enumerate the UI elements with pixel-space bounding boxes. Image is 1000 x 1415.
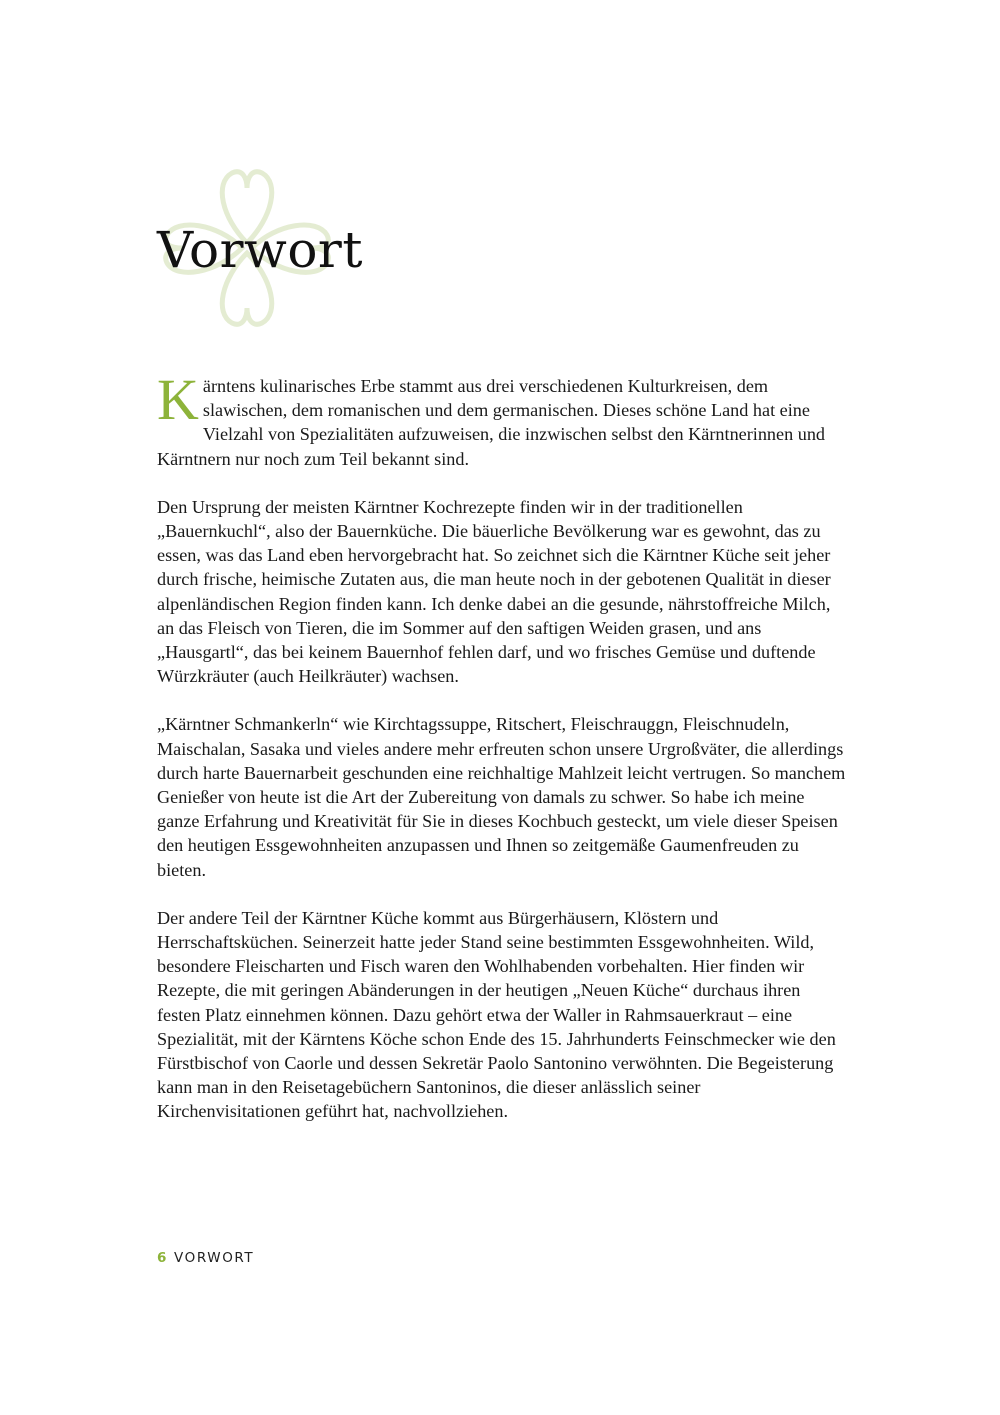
drop-cap: K <box>157 367 199 432</box>
paragraph-1 <box>157 367 847 471</box>
page-footer <box>157 1250 254 1266</box>
page-number: 6 <box>157 1250 168 1266</box>
paragraph-4: Der andere Teil der Kärntner Küche kommt aus Bürgerhäusern, Klöstern und Herrschaftsküchen. Seinerzeit hatte jeder Stand seine bestimmten Essgewohnheiten. Wild, besondere Fleischarten und Fisch waren den Wohlhabenden vorbehalten. Hier finden wir Rezepte, die mit geringen Abänderungen in der heutigen „Neuen Küche“ durchaus ihren festen Platz einnehmen können. Dazu gehört etwa der Waller in Rahmsauerkraut – eine Spezialität, mit der Kärntens Köche schon Ende des 15. Jahrhunderts Feinschmecker wie den Fürstbischof von Caorle und dessen Sekretär Paolo Santonino verwöhnten. Die Begeisterung kann man in den Reisetagebüchern Santoninos, die dieser anlässlich seiner Kirchenvisitationen geführt hat, nachvollziehen. <box>157 907 836 1122</box>
section-label: VORWORT <box>174 1250 255 1266</box>
paragraph-1-text: ärntens kulinarisches Erbe stammt aus drei verschiedenen Kulturkreisen, dem slawischen, dem romanischen und dem germanischen. Dieses schöne Land hat eine Vielzahl von Spezialitäten aufzuweisen, die inzwischen selbst den Kärntnerinnen und Kärntnern nur noch zum Teil bekannt sind. <box>157 376 826 469</box>
paragraph-3: „Kärntner Schmankerln“ wie Kirchtagssuppe, Ritschert, Fleischrauggn, Fleischnudeln, Maischalan, Sasaka und vieles andere mehr erfreuten schon unsere Urgroßväter, die allerdings durch harte Bauernarbeit geschunden eine reichhaltige Mahlzeit leicht vertrugen. So manchem Genießer von heute ist die Art der Zubereitung von damals zu schwer. So habe ich meine ganze Erfahrung und Kreativität für Sie in dieses Kochbuch gesteckt, um viele dieser Speisen den heutigen Essgewohnheiten anzupassen und Ihnen so zeitgemäße Gaumenfreuden zu bieten. <box>157 714 846 880</box>
foreword-text <box>157 367 847 1148</box>
page-title: Vorwort <box>157 221 363 279</box>
paragraph-2: Den Ursprung der meisten Kärntner Kochrezepte finden wir in der traditionellen „Bauernkuchl“, also der Bauernküche. Die bäuerliche Bevölkerung war es gewohnt, das zu essen, was das Land eben hervorgebracht hat. So zeichnet sich die Kärntner Küche seit jeher durch frische, heimische Zutaten aus, die man heute noch in der gebotenen Qualität in dieser alpenländischen Region finden kann. Ich denke dabei an die gesunde, nährstoffreiche Milch, an das Fleisch von Tieren, die im Sommer auf den saftigen Weiden grasen, und ans „Hausgartl“, das bei keinem Bauernhof fehlen darf, und wo frisches Gemüse und duftende Würzkräuter (auch Heilkräuter) wachsen. <box>157 496 831 687</box>
